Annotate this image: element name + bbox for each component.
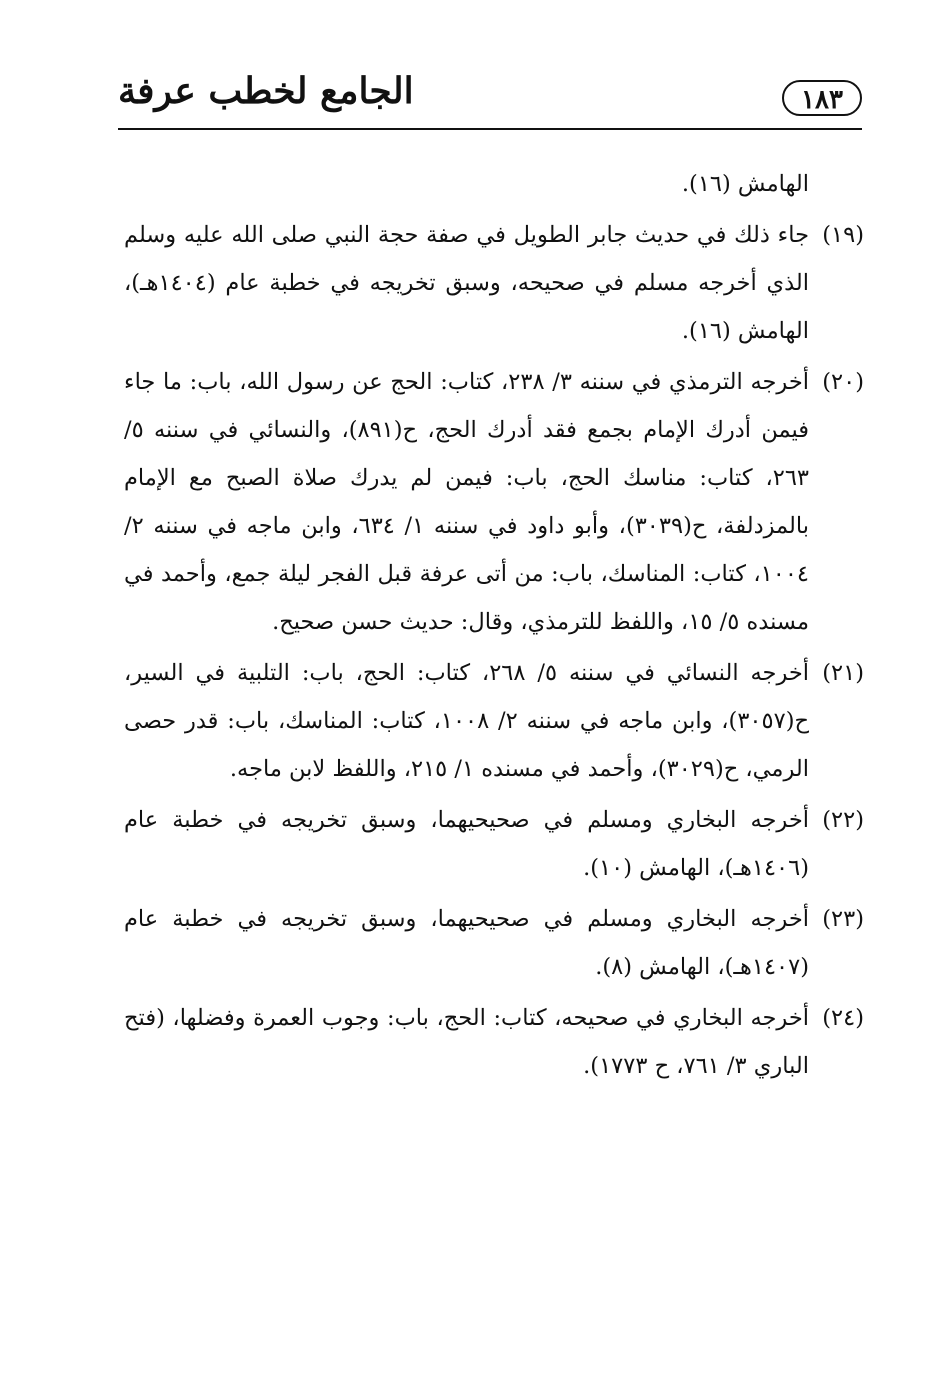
footnote-number: (٢١) (822, 660, 864, 686)
footnote-continuation: الهامش (١٦). (681, 171, 809, 197)
footnote-23 (124, 895, 864, 991)
book-title: الجامع لخطب عرفة (118, 70, 414, 112)
footnote-19 (124, 211, 864, 355)
page-number: ١٨٣ (782, 80, 862, 116)
footnote-number: (٢٢) (822, 807, 864, 833)
footnote-text: أخرجه البخاري في صحيحه، كتاب: الحج، باب: وجوب العمرة وفضلها، (فتح الباري ٣/ ٧٦١، ح ١٧٧٣). (124, 1005, 809, 1079)
footnote-text: أخرجه الترمذي في سننه ٣/ ٢٣٨، كتاب: الحج عن رسول الله، باب: ما جاء فيمن أدرك الإمام بجمع فقد أدرك الحج، ح(٨٩١)، والنسائي في سننه ٥/ ٢٦٣، كتاب: مناسك الحج، باب: فيمن لم يدرك صلاة الصبح مع الإمام بالمزدلفة، ح(٣٠٣٩)، وأبو داود في سننه ١/ ٦٣٤، وابن ماجه في سننه ٢/ ١٠٠٤، كتاب: المناسك، باب: من أتى عرفة قبل الفجر ليلة جمع، وأحمد في مسنده ٥/ ١٥، واللفظ للترمذي، وقال: حديث حسن صحيح. (124, 369, 810, 635)
footnote-text: جاء ذلك في حديث جابر الطويل في صفة حجة النبي صلى الله عليه وسلم الذي أخرجه مسلم في صحيحه، وسبق تخريجه في خطبة عام (١٤٠٤هـ)، الهامش (١٦). (124, 222, 809, 344)
footnote-number: (١٩) (822, 222, 864, 248)
footnote-number: (٢٤) (822, 1005, 864, 1031)
footnote-text: أخرجه النسائي في سننه ٥/ ٢٦٨، كتاب: الحج، باب: التلبية في السير، ح(٣٠٥٧)، وابن ماجه في سننه ٢/ ١٠٠٨، كتاب: المناسك، باب: قدر حصى الرمي، ح(٣٠٢٩)، وأحمد في مسنده ١/ ٢١٥، واللفظ لابن ماجه. (124, 660, 810, 782)
footnotes (124, 160, 864, 1093)
footnote-22 (124, 796, 864, 892)
footnote-number: (٢٠) (822, 369, 864, 395)
footnote-24 (124, 994, 864, 1090)
page-header (118, 62, 862, 130)
header-rule (118, 128, 862, 130)
footnote-20 (124, 358, 864, 646)
footnote-text: أخرجه البخاري ومسلم في صحيحيهما، وسبق تخريجه في خطبة عام (١٤٠٦هـ)، الهامش (١٠). (124, 807, 809, 881)
footnote-21 (124, 649, 864, 793)
footnote-text: أخرجه البخاري ومسلم في صحيحيهما، وسبق تخريجه في خطبة عام (١٤٠٧هـ)، الهامش (٨). (124, 906, 809, 980)
footnote-number: (٢٣) (822, 906, 864, 932)
